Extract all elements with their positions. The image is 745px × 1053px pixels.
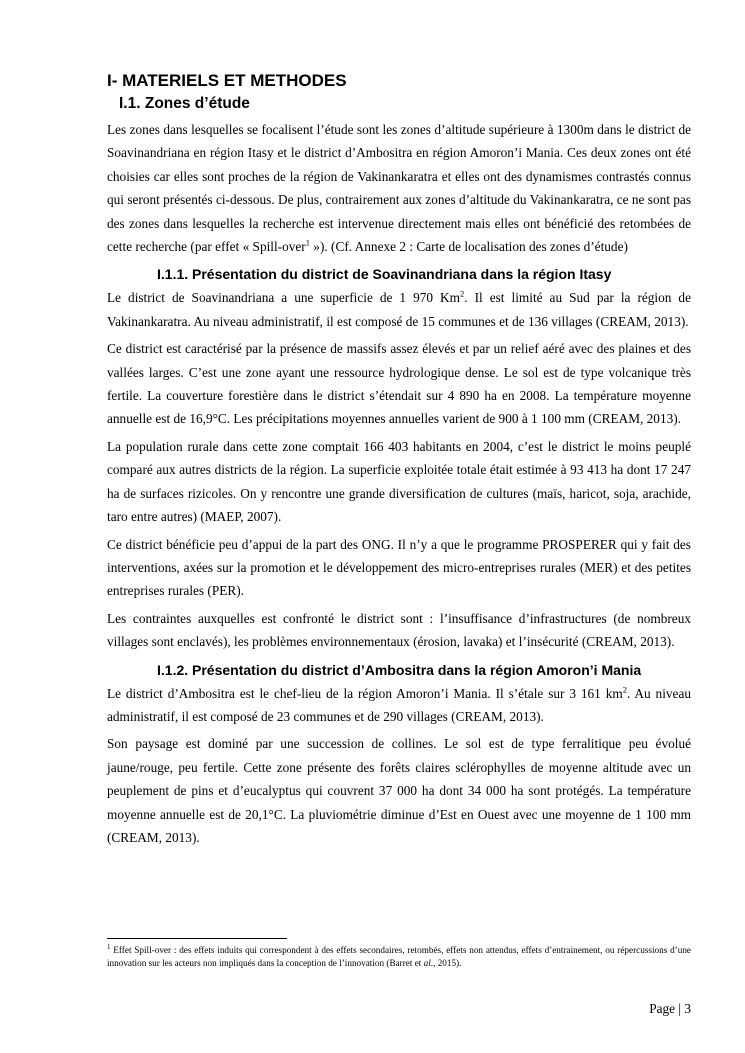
- footnote-italic: al: [423, 957, 431, 968]
- footnote-reference[interactable]: 1: [305, 237, 310, 248]
- footnote-separator: [107, 938, 287, 939]
- soav-p1-part1: Le district de Soavinandriana a une superficie de 1 970 Km: [107, 290, 460, 306]
- footnote: [107, 944, 691, 969]
- amb-p1-part1: Le district d’Ambositra est le chef-lieu de la région Amoron’i Mania. Il s’étale sur 3 161 km: [107, 685, 623, 701]
- intro-text-part1: Les zones dans lesquelles se focalisent l’étude sont les zones d’altitude supérieure à 1300m dans le district de Soavinandriana en région Itasy et le district d’Ambositra en région Amoron’i Mania. Ces deux zones ont été choisies car elles sont proches de la région de Vakinankaratra et elles ont des dynamismes contrastés connus qui seront présentés ci-dessous. De plus, contrairement aux zones d’altitude du Vakinankaratra, ce ne sont pas des zones dans lesquelles la recherche est intervenue directement mais elles ont bénéficié des retombées de cette recherche (par effet « Spill-over: [107, 122, 691, 255]
- footnote-text-part2: ., 2015).: [430, 957, 462, 968]
- subsection-2-heading: I.1.2. Présentation du district d’Ambositra dans la région Amoron’i Mania: [157, 661, 642, 678]
- superscript-2: 2: [622, 684, 627, 695]
- soavinandriana-paragraph-1: [107, 286, 691, 333]
- superscript-2: 2: [460, 289, 465, 300]
- soav-p1-part2: . Il est limité au Sud par la région de Vakinankaratra. Au niveau administratif, il est composé de 15 communes et de 136 villages (CREAM, 2013).: [107, 290, 691, 329]
- ambositra-paragraph-2: Son paysage est dominé par une succession de collines. Le sol est de type ferralitique peu évolué jaune/rouge, peu fertile. Cette zone présente des forêts claires sclérophylles de moyenne altitude avec un peuplement de pins et d’eucalyptus qui couvrent 37 000 ha dont 34 000 ha sont protégés. La température moyenne annuelle est de 20,1°C. La pluviométrie diminue d’Est en Ouest avec une moyenne de 1 100 mm (CREAM, 2013).: [107, 736, 691, 845]
- page-body: [107, 70, 691, 853]
- ambositra-paragraph-1: [107, 682, 691, 729]
- footnote-text-part1: Effet Spill-over : des effets induits qui correspondent à des effets secondaires, retombés, effets non attendus, effets d’entrainement, ou répercussions d’une innovation sur les acteurs non impliqués dans la conception de l’innovation (Barret et: [107, 945, 691, 968]
- soavinandriana-paragraph-5: Les contraintes auxquelles est confronté le district sont : l’insuffisance d’infrastructures (de nombreux villages sont enclavés), les problèmes environnementaux (érosion, lavaka) et l’insécurité (CREAM, 2013).: [107, 610, 691, 650]
- soavinandriana-paragraph-3: La population rurale dans cette zone comptait 166 403 habitants en 2004, c’est le district le moins peuplé comparé aux autres districts de la région. La superficie exploitée totale était estimée à 93 413 ha dont 17 247 ha de surfaces rizicoles. On y rencontre une grande diversification de cultures (maïs, haricot, soja, arachide, taro entre autres) (MAEP, 2007).: [107, 438, 691, 525]
- page-number: Page | 3: [649, 1001, 691, 1016]
- footnote-number: 1: [107, 942, 111, 951]
- intro-text-part2: »). (Cf. Annexe 2 : Carte de localisation des zones d’étude): [309, 239, 628, 255]
- soavinandriana-paragraph-4: Ce district bénéficie peu d’appui de la part des ONG. Il n’y a que le programme PROSPERER qui y fait des interventions, axées sur la promotion et le développement des micro-entreprises rurales (MER) et des petites entreprises rurales (PER).: [107, 536, 691, 599]
- amb-p1-part2: . Au niveau administratif, il est composé de 23 communes et de 290 villages (CREAM, 2013).: [107, 685, 691, 724]
- soavinandriana-paragraph-2: Ce district est caractérisé par la présence de massifs assez élevés et par un relief aéré avec des plaines et des vallées larges. C’est une zone ayant une ressource hydrologique dense. Le sol est de type volcanique très fertile. La couverture forestière dans le district s’étendait sur 4 890 ha en 2008. La température moyenne annuelle est de 16,9°C. Les précipitations moyennes annuelles varient de 900 à 1 100 mm (CREAM, 2013).: [107, 341, 691, 427]
- chapter-heading: I- MATERIELS ET METHODES: [107, 71, 347, 90]
- subsection-1-heading: I.1.1. Présentation du district de Soavinandriana dans la région Itasy: [157, 266, 612, 283]
- section-heading: I.1. Zones d’étude: [119, 95, 250, 112]
- intro-paragraph: [107, 118, 691, 258]
